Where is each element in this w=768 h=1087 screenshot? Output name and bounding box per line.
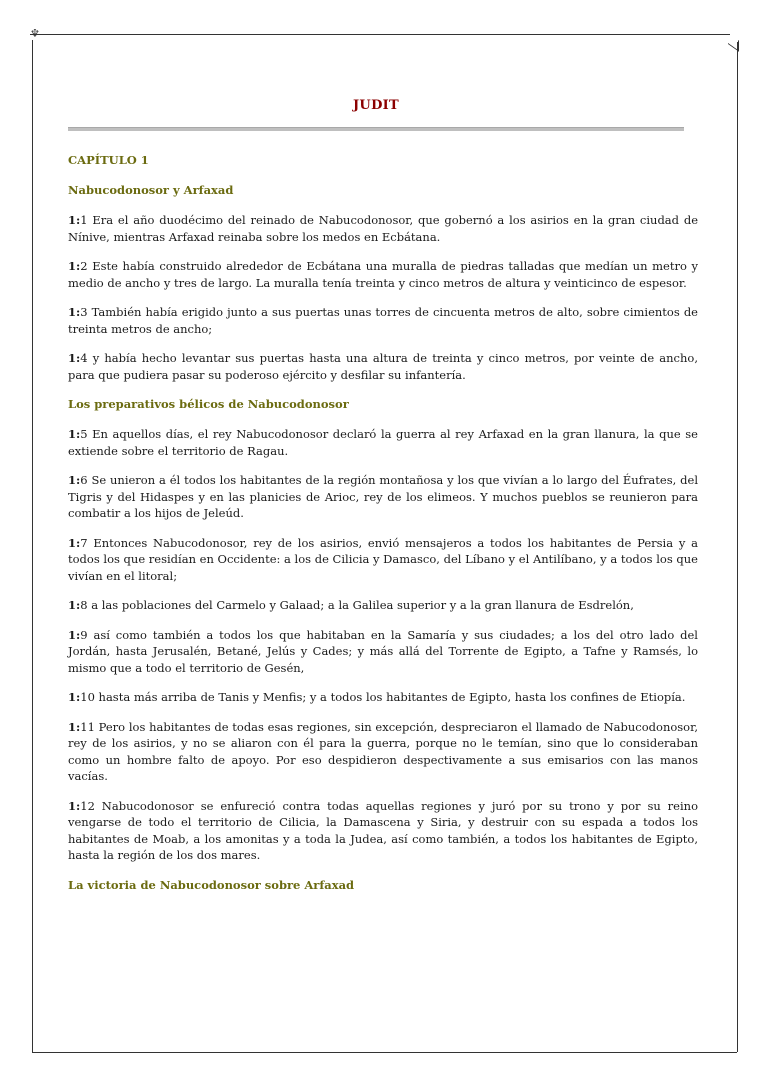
- verse-chapter-ref: 1:: [68, 690, 81, 704]
- verse-text: Este había construido alrededor de Ecbátana una muralla de piedras talladas que medían un metro y medio de ancho y tres de largo. La muralla tenía treinta y cinco metros de altura y veinticinco de espesor.: [68, 259, 698, 290]
- frame-bottom-border: [32, 1052, 737, 1053]
- verse-chapter-ref: 1:: [68, 213, 81, 227]
- verse-text: En aquellos días, el rey Nabucodonosor declaró la guerra al rey Arfaxad en la gran llanura, la que se extiende sobre el territorio de Ragau.: [68, 427, 698, 458]
- verse-chapter-ref: 1:: [68, 719, 81, 734]
- verse-paragraph: [68, 689, 698, 706]
- document-title: JUDIT: [352, 98, 400, 113]
- verse-paragraph: [68, 472, 698, 522]
- section-heading: La victoria de Nabucodonosor sobre Arfaxad: [68, 877, 355, 892]
- verse-number: 11: [80, 719, 95, 734]
- verse-text: Entonces Nabucodonosor, rey de los asirios, envió mensajeros a todos los habitantes de Persia y a todos los que residían en Occidente: a los de Cilicia y Damasco, del Líbano y el Antilíbano, y a todos los que vivían en el litoral;: [68, 535, 698, 583]
- verse-chapter-ref: 1:: [68, 473, 81, 487]
- verse-text: Se unieron a él todos los habitantes de la región montañosa y los que vivían a lo largo del Éufrates, del Tigris y del Hidaspes y en las planicies de Arioc, rey de los elimeos. Y muchos pueblos se reunieron para combatir a los hijos de Jeleúd.: [68, 473, 698, 520]
- section-heading: Nabucodonosor y Arfaxad: [68, 183, 234, 197]
- verse-number: 3: [80, 305, 88, 319]
- verse-number: 8: [80, 598, 88, 612]
- frame-left-border: [32, 40, 33, 1052]
- verse-paragraph: [68, 212, 698, 245]
- verse-chapter-ref: 1:: [68, 627, 81, 642]
- verse-paragraph: [68, 597, 698, 614]
- verse-chapter-ref: 1:: [68, 798, 81, 813]
- title-divider: [68, 127, 684, 131]
- verse-paragraph: [68, 304, 698, 337]
- verse-chapter-ref: 1:: [68, 535, 81, 550]
- frame-corner-ornament: ♆: [30, 27, 40, 40]
- verse-text: Nabucodonosor se enfureció contra todas aquellas regiones y juró por su trono y por su reino vengarse de todo el territorio de Cilicia, la Damascena y Siria, y destruir con su espada a todos los habitantes de Moab, a los amonitas y a toda la Judea, así como también, a todos los habitantes de Egipto, hasta la región de los dos mares.: [68, 798, 698, 862]
- verse-number: 9: [80, 627, 88, 642]
- verse-text: así como también a todos los que habitaban en la Samaría y sus ciudades; a los del otro lado del Jordán, hasta Jerusalén, Betané, Jelús y Cades; y más allá del Torrente de Egipto, a Tafne y Ramsés, lo mismo que a todo el territorio de Gesén,: [68, 627, 698, 675]
- verse-number: 7: [80, 535, 88, 550]
- verse-number: 4: [80, 351, 88, 365]
- verse-chapter-ref: 1:: [68, 259, 81, 273]
- verse-number: 2: [80, 259, 88, 273]
- frame-right-border: [737, 42, 738, 1052]
- verse-paragraph: [68, 627, 698, 677]
- verse-paragraph: [68, 719, 698, 785]
- section-heading: Los preparativos bélicos de Nabucodonosor: [68, 397, 349, 411]
- verse-text: a las poblaciones del Carmelo y Galaad; a la Galilea superior y a la gran llanura de Esdrelón,: [87, 598, 634, 612]
- frame-top-border: [30, 34, 730, 35]
- verse-text: hasta más arriba de Tanis y Menfis; y a todos los habitantes de Egipto, hasta los confines de Etiopía.: [94, 690, 686, 704]
- verse-paragraph: [68, 426, 698, 459]
- verse-paragraph: [68, 350, 698, 383]
- verse-chapter-ref: 1:: [68, 305, 81, 319]
- document-body: [68, 152, 698, 907]
- verse-text: Era el año duodécimo del reinado de Nabucodonosor, que gobernó a los asirios en la gran ciudad de Nínive, mientras Arfaxad reinaba sobre los medos en Ecbátana.: [68, 213, 698, 244]
- verse-chapter-ref: 1:: [68, 598, 81, 612]
- verse-chapter-ref: 1:: [68, 427, 81, 441]
- verse-text: Pero los habitantes de todas esas regiones, sin excepción, despreciaron el llamado de Nabucodonosor, rey de los asirios, y no se aliaron con él para la guerra, porque no le temían, sino que lo consideraban como un hombre falto de apoyo. Por eso despidieron despectivamente a sus emisarios con las manos vacías.: [68, 719, 698, 783]
- verse-number: 6: [80, 473, 88, 487]
- chapter-heading: CAPÍTULO 1: [68, 153, 149, 167]
- verse-paragraph: [68, 535, 698, 585]
- verse-paragraph: [68, 258, 698, 291]
- verse-number: 5: [80, 427, 88, 441]
- verse-chapter-ref: 1:: [68, 351, 81, 365]
- verse-number: 1: [80, 213, 88, 227]
- verse-number: 12: [80, 798, 95, 813]
- verse-text: También había erigido junto a sus puertas unas torres de cincuenta metros de alto, sobre cimientos de treinta metros de ancho;: [68, 305, 698, 336]
- verse-number: 10: [80, 690, 95, 704]
- verse-text: y había hecho levantar sus puertas hasta una altura de treinta y cinco metros, por veinte de ancho, para que pudiera pasar su poderoso ejército y desfilar su infantería.: [68, 351, 698, 382]
- verse-paragraph: [68, 798, 698, 864]
